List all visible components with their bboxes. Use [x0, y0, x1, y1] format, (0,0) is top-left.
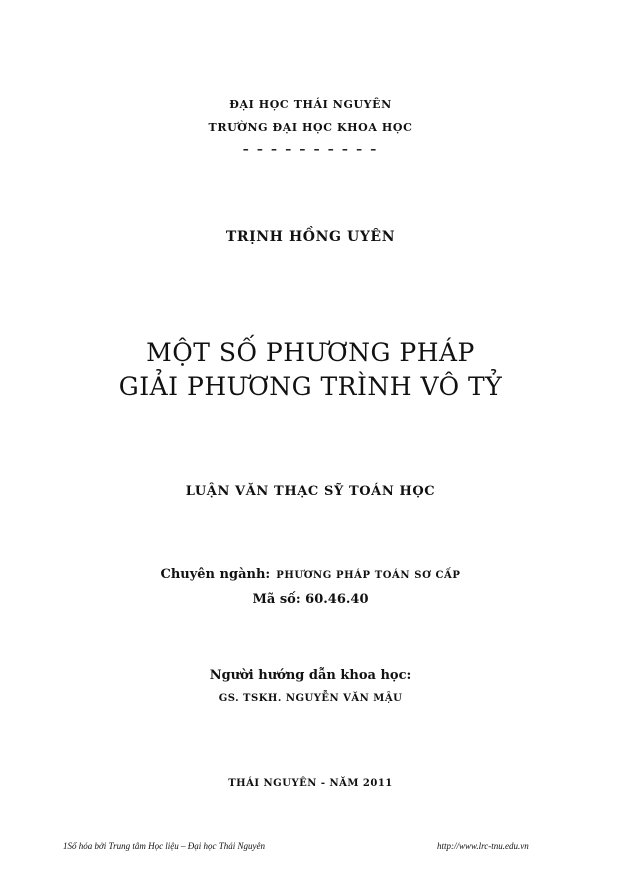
code-line: [0, 592, 621, 607]
specialization-label: Chuyên ngành:: [160, 567, 271, 582]
separator: – – – – – – – – – –: [242, 142, 379, 156]
specialization-line: [0, 567, 621, 582]
place-and-year: THÁI NGUYÊN - NĂM 2011: [228, 778, 393, 789]
author-name: TRỊNH HỒNG UYÊN: [225, 229, 396, 245]
thesis-title-line-2: GIẢI PHƯƠNG TRÌNH VÔ TỶ: [118, 372, 503, 401]
university-name: ĐẠI HỌC THÁI NGUYÊN: [229, 98, 392, 111]
code-label: Mã số:: [252, 592, 301, 607]
advisor-label: Người hướng dẫn khoa học:: [209, 668, 412, 683]
specialization-value: PHƯƠNG PHÁP TOÁN SƠ CẤP: [276, 570, 461, 581]
school-name: TRƯỜNG ĐẠI HỌC KHOA HỌC: [208, 121, 413, 134]
footer-digitized-note: 1Số hóa bởi Trung tâm Học liệu – Đại học Thái Nguyên: [63, 841, 266, 851]
advisor-name: GS. TSKH. NGUYỄN VĂN MẬU: [218, 693, 403, 704]
thesis-type: LUẬN VĂN THẠC SỸ TOÁN HỌC: [185, 484, 436, 499]
footer-url: http://www.lrc-tnu.edu.vn: [437, 841, 529, 851]
code-value: 60.46.40: [305, 592, 369, 607]
thesis-title-line-1: MỘT SỐ PHƯƠNG PHÁP: [146, 338, 475, 367]
